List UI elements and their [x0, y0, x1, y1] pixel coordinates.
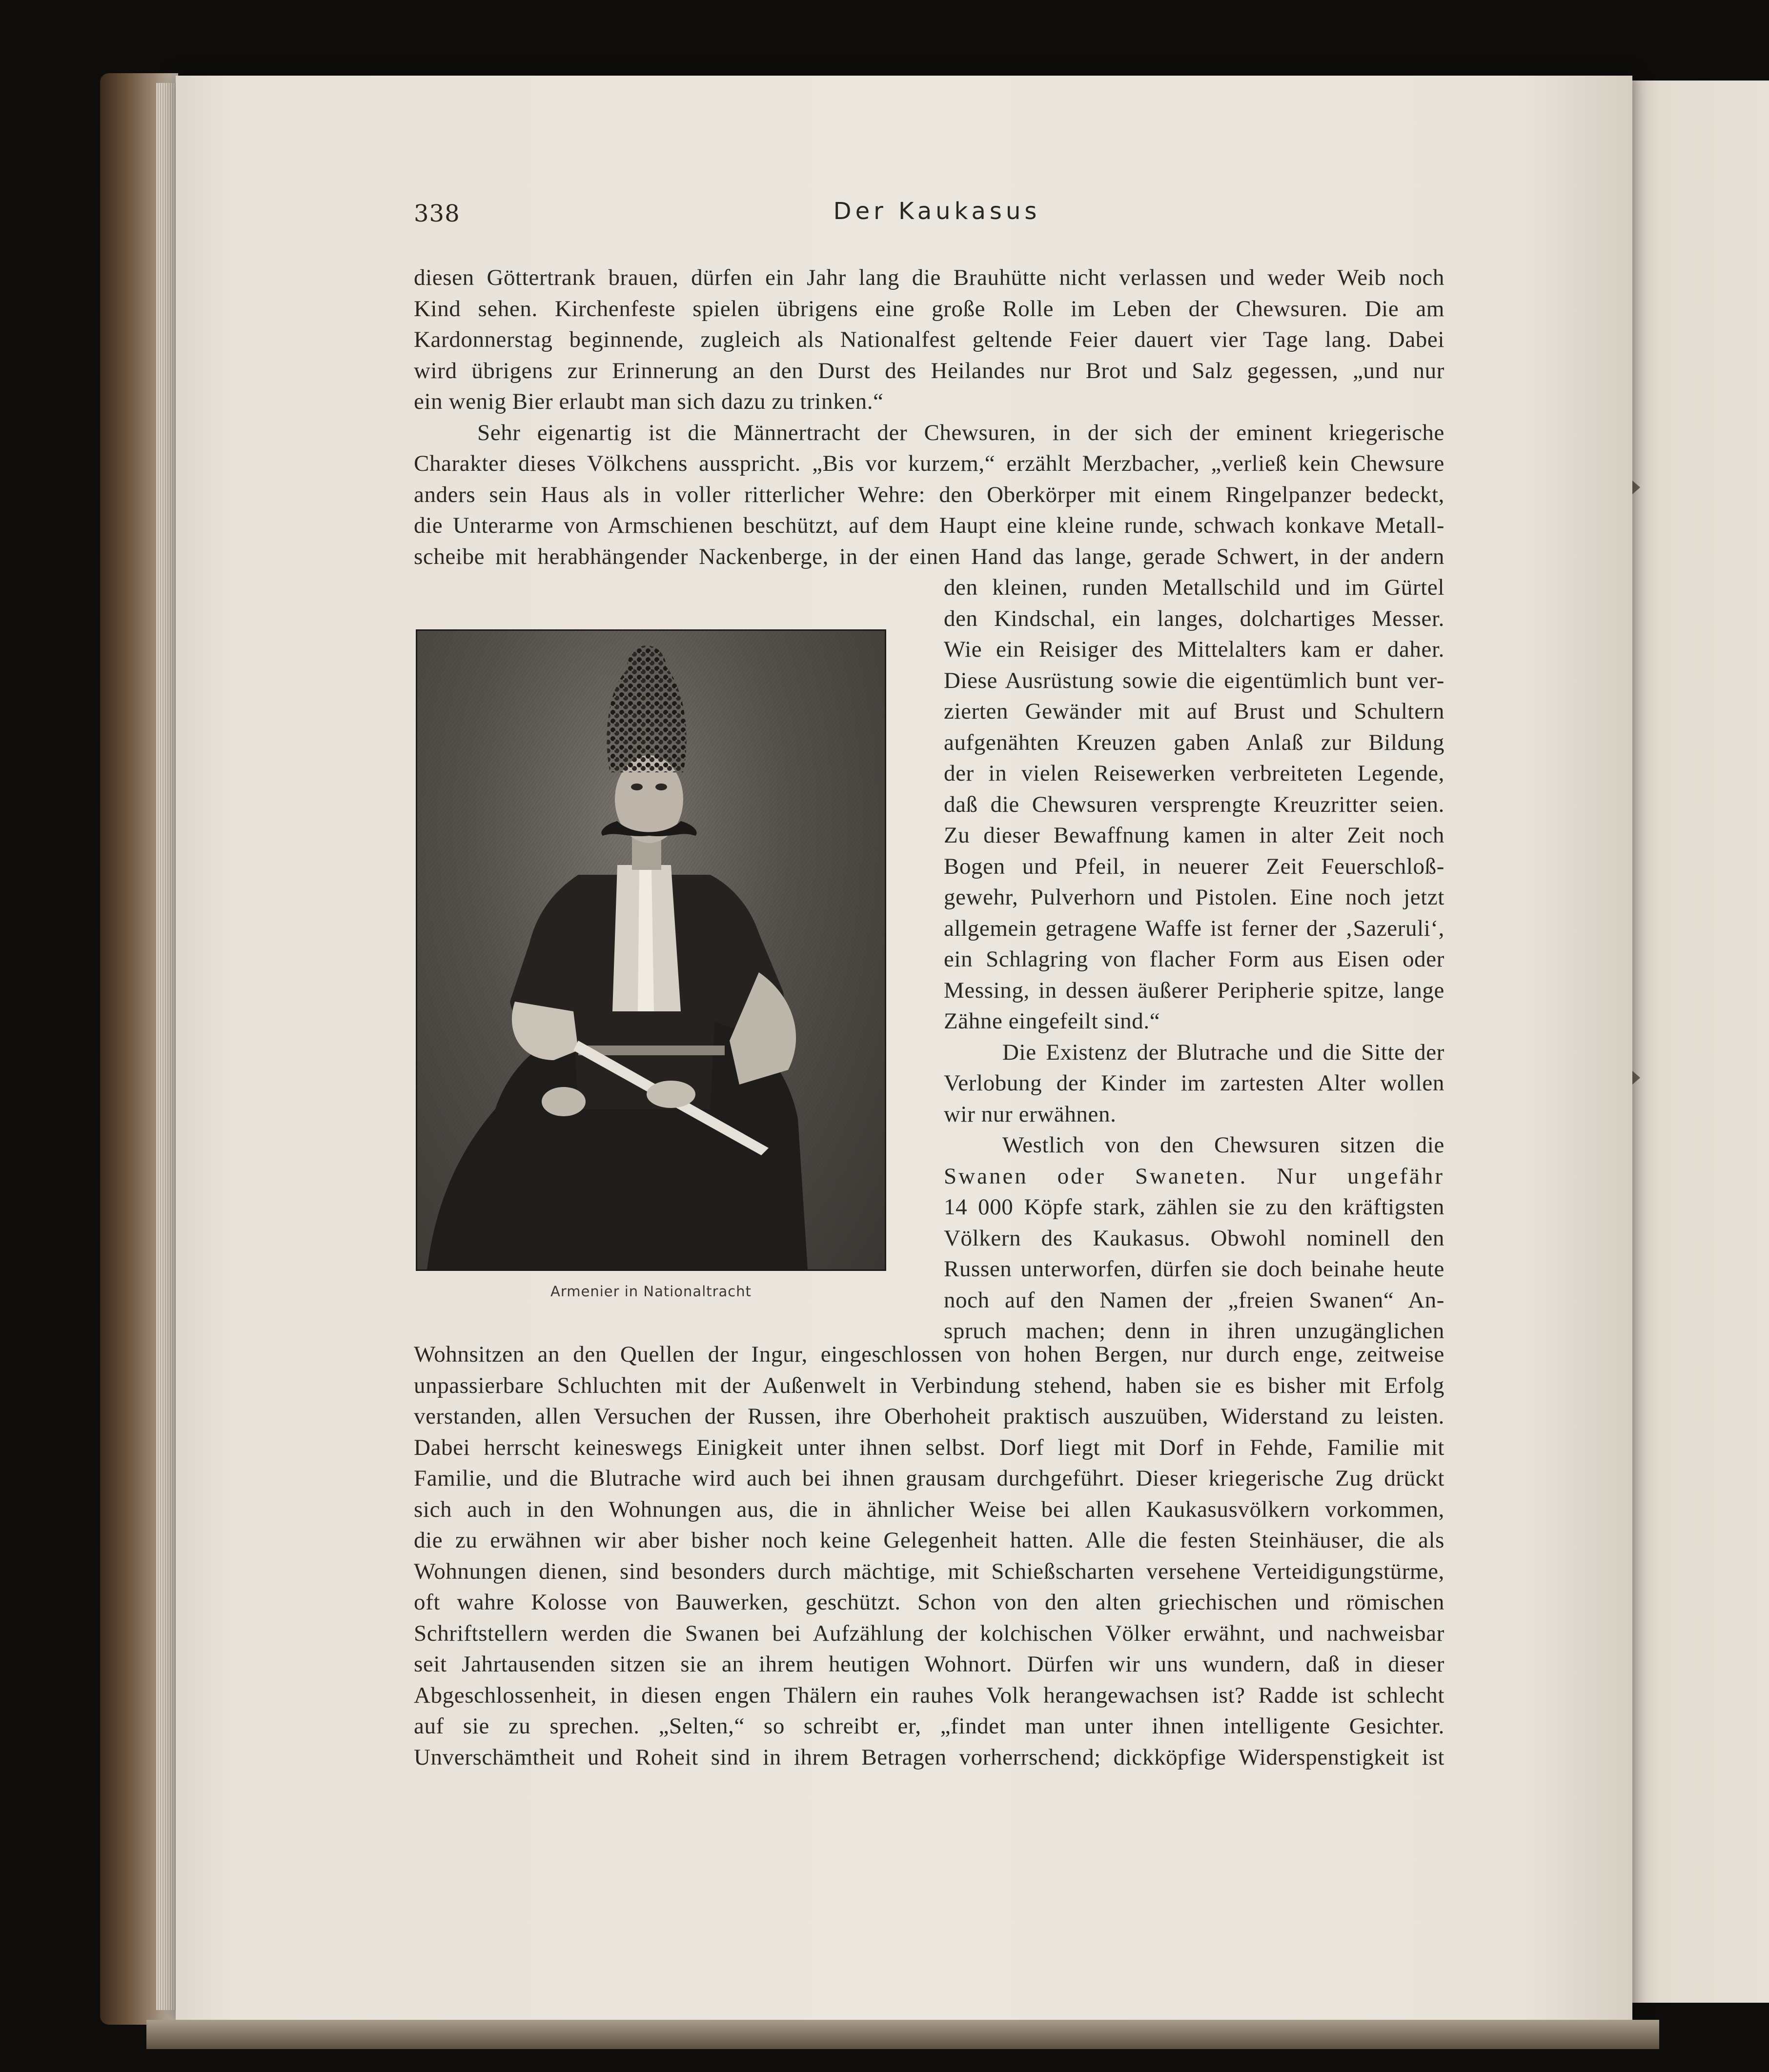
book-bottom-edge: [146, 2020, 1659, 2049]
text-line: Familie, und die Blutrache wird auch bei ihnen grausam durchgeführt. Dieser kriegerische Zug drückt: [414, 1466, 1444, 1491]
text-line: Wohnsitzen an den Quellen der Ingur, eingeschlossen von hohen Bergen, nur durch enge, zeitweise: [414, 1342, 1444, 1367]
text-line: Die Existenz der Blutrache und die Sitte der: [1002, 1039, 1444, 1065]
text-line: die Unterarme von Armschienen beschützt, auf dem Haupt eine kleine runde, schwach konkave Metall-: [414, 513, 1444, 538]
text-line: den Kindschal, ein langes, dolchartiges Messer.: [944, 605, 1444, 631]
text-line: Kind sehen. Kirchenfeste spielen übrigens eine große Rolle im Leben der Chewsuren. Die am: [414, 296, 1444, 322]
text-line: daß die Chewsuren versprengte Kreuzritter seien.: [944, 791, 1444, 817]
text-block-bottom: [414, 1339, 1444, 1773]
text-line: unpassierbare Schluchten mit der Außenwelt in Verbindung stehend, haben sie es bisher mit Erfolg: [414, 1372, 1444, 1398]
text-line: noch auf den Namen der „freien Swanen“ An-: [944, 1287, 1444, 1313]
figure-caption: Armenier in Nationaltracht: [550, 1283, 752, 1300]
text-line: Russen unterworfen, dürfen sie doch beinahe heute: [944, 1256, 1444, 1282]
text-line: wir nur erwähnen.: [944, 1101, 1117, 1127]
portrait-illustration: [417, 631, 885, 1269]
text-line: zierten Gewänder mit auf Brust und Schultern: [944, 699, 1444, 724]
text-block-side: [944, 572, 1444, 1347]
page-edge-mark: [1632, 1071, 1640, 1085]
text-line: Unverschämtheit und Roheit sind in ihrem Betragen vorherrschend; dickköpfige Widerspenstigkeit ist: [414, 1744, 1444, 1770]
text-line: Bogen und Pfeil, in neuerer Zeit Feuerschloß-: [944, 853, 1444, 879]
facing-page-edge: [1632, 80, 1769, 2003]
text-line: diesen Göttertrank brauen, dürfen ein Jahr lang die Brauhütte nicht verlassen und weder Weib noch: [414, 265, 1444, 290]
text-line: auf sie zu sprechen. „Selten,“ so schreibt er, „findet man unter ihnen intelligente Gesichter.: [414, 1713, 1444, 1739]
text-line: aufgenähten Kreuzen gaben Anlaß zur Bildung: [944, 729, 1444, 755]
page-edge-mark: [1632, 481, 1640, 494]
text-line: spruch machen; denn in ihren unzugänglichen: [944, 1318, 1444, 1344]
text-line: scheibe mit herabhängender Nackenberge, in der einen Hand das lange, gerade Schwert, in der andern: [414, 543, 1444, 569]
text-line: die zu erwähnen wir aber bisher noch keine Gelegenheit hatten. Alle die festen Steinhäuser, die als: [414, 1528, 1444, 1553]
text-line: ein wenig Bier erlaubt man sich dazu zu trinken.“: [414, 389, 884, 414]
text-line: Zu dieser Bewaffnung kamen in alter Zeit noch: [944, 823, 1444, 848]
text-line: gewehr, Pulverhorn und Pistolen. Eine noch jetzt: [944, 885, 1444, 910]
text-line: Kardonnerstag beginnende, zugleich als Nationalfest geltende Feier dauert vier Tage lang. Dabei: [414, 327, 1444, 352]
page-number: 338: [414, 200, 460, 227]
text-line: allgemein getragene Waffe ist ferner der ‚Sazeruli‘,: [944, 915, 1444, 941]
text-line: den kleinen, runden Metallschild und im Gürtel: [944, 575, 1444, 600]
text-line: Abgeschlossenheit, in diesen engen Thälern ein rauhes Volk herangewachsen ist? Radde ist schlecht: [414, 1682, 1444, 1708]
running-head: Der Kaukasus: [833, 198, 1041, 225]
text-line: Zähne eingefeilt sind.“: [944, 1008, 1160, 1034]
text-line: Dabei herrscht keineswegs Einigkeit unter ihnen selbst. Dorf liegt mit Dorf in Fehde, Familie mit: [414, 1434, 1444, 1460]
text-line: anders sein Haus als in voller ritterlicher Wehre: den Oberkörper mit einem Ringelpanzer bedeckt,: [414, 482, 1444, 507]
text-line: Wohnungen dienen, sind besonders durch mächtige, mit Schießscharten versehene Verteidigungstürme,: [414, 1558, 1444, 1584]
text-line: Diese Ausrüstung sowie die eigentümlich bunt ver-: [944, 667, 1444, 693]
text-line: sich auch in den Wohnungen aus, die in ähnlicher Weise bei allen Kaukasusvölkern vorkommen,: [414, 1496, 1444, 1522]
text-line: seit Jahrtausenden sitzen sie an ihrem heutigen Wohnort. Dürfen wir uns wundern, daß in dieser: [414, 1651, 1444, 1677]
text-line: der in vielen Reisewerken verbreiteten Legende,: [944, 761, 1444, 786]
text-line: Swanen oder Swaneten. Nur ungefähr: [944, 1163, 1444, 1189]
text-line: verstanden, allen Versuchen der Russen, ihre Oberhoheit praktisch auszuüben, Widerstand zu leisten.: [414, 1404, 1444, 1429]
text-line: Wie ein Reisiger des Mittelalters kam er daher.: [944, 637, 1444, 662]
portrait-engraving: [416, 629, 886, 1271]
text-line: oft wahre Kolosse von Bauwerken, geschützt. Schon von den alten griechischen und römischen: [414, 1589, 1444, 1615]
text-block-top: [414, 262, 1444, 572]
text-line: Charakter dieses Völkchens ausspricht. „Bis vor kurzem,“ erzählt Merzbacher, „verließ kein Chewsure: [414, 451, 1444, 476]
text-line: ein Schlagring von flacher Form aus Eisen oder: [944, 946, 1444, 972]
text-line: Völkern des Kaukasus. Obwohl nominell den: [944, 1225, 1444, 1251]
text-line: Westlich von den Chewsuren sitzen die: [1002, 1132, 1444, 1158]
text-line: Schriftstellern werden die Swanen bei Aufzählung der kolchischen Völker erwähnt, und nachweisbar: [414, 1620, 1444, 1646]
text-line: Verlobung der Kinder im zartesten Alter wollen: [944, 1070, 1444, 1096]
text-line: Sehr eigenartig ist die Männertracht der Chewsuren, in der sich der eminent kriegerische: [477, 420, 1444, 445]
text-line: Messing, in dessen äußerer Peripherie spitze, lange: [944, 977, 1444, 1003]
text-line: wird übrigens zur Erinnerung an den Durst des Heilandes nur Brot und Salz gegessen, „und nur: [414, 358, 1444, 383]
text-line: 14 000 Köpfe stark, zählen sie zu den kräftigsten: [944, 1194, 1444, 1220]
